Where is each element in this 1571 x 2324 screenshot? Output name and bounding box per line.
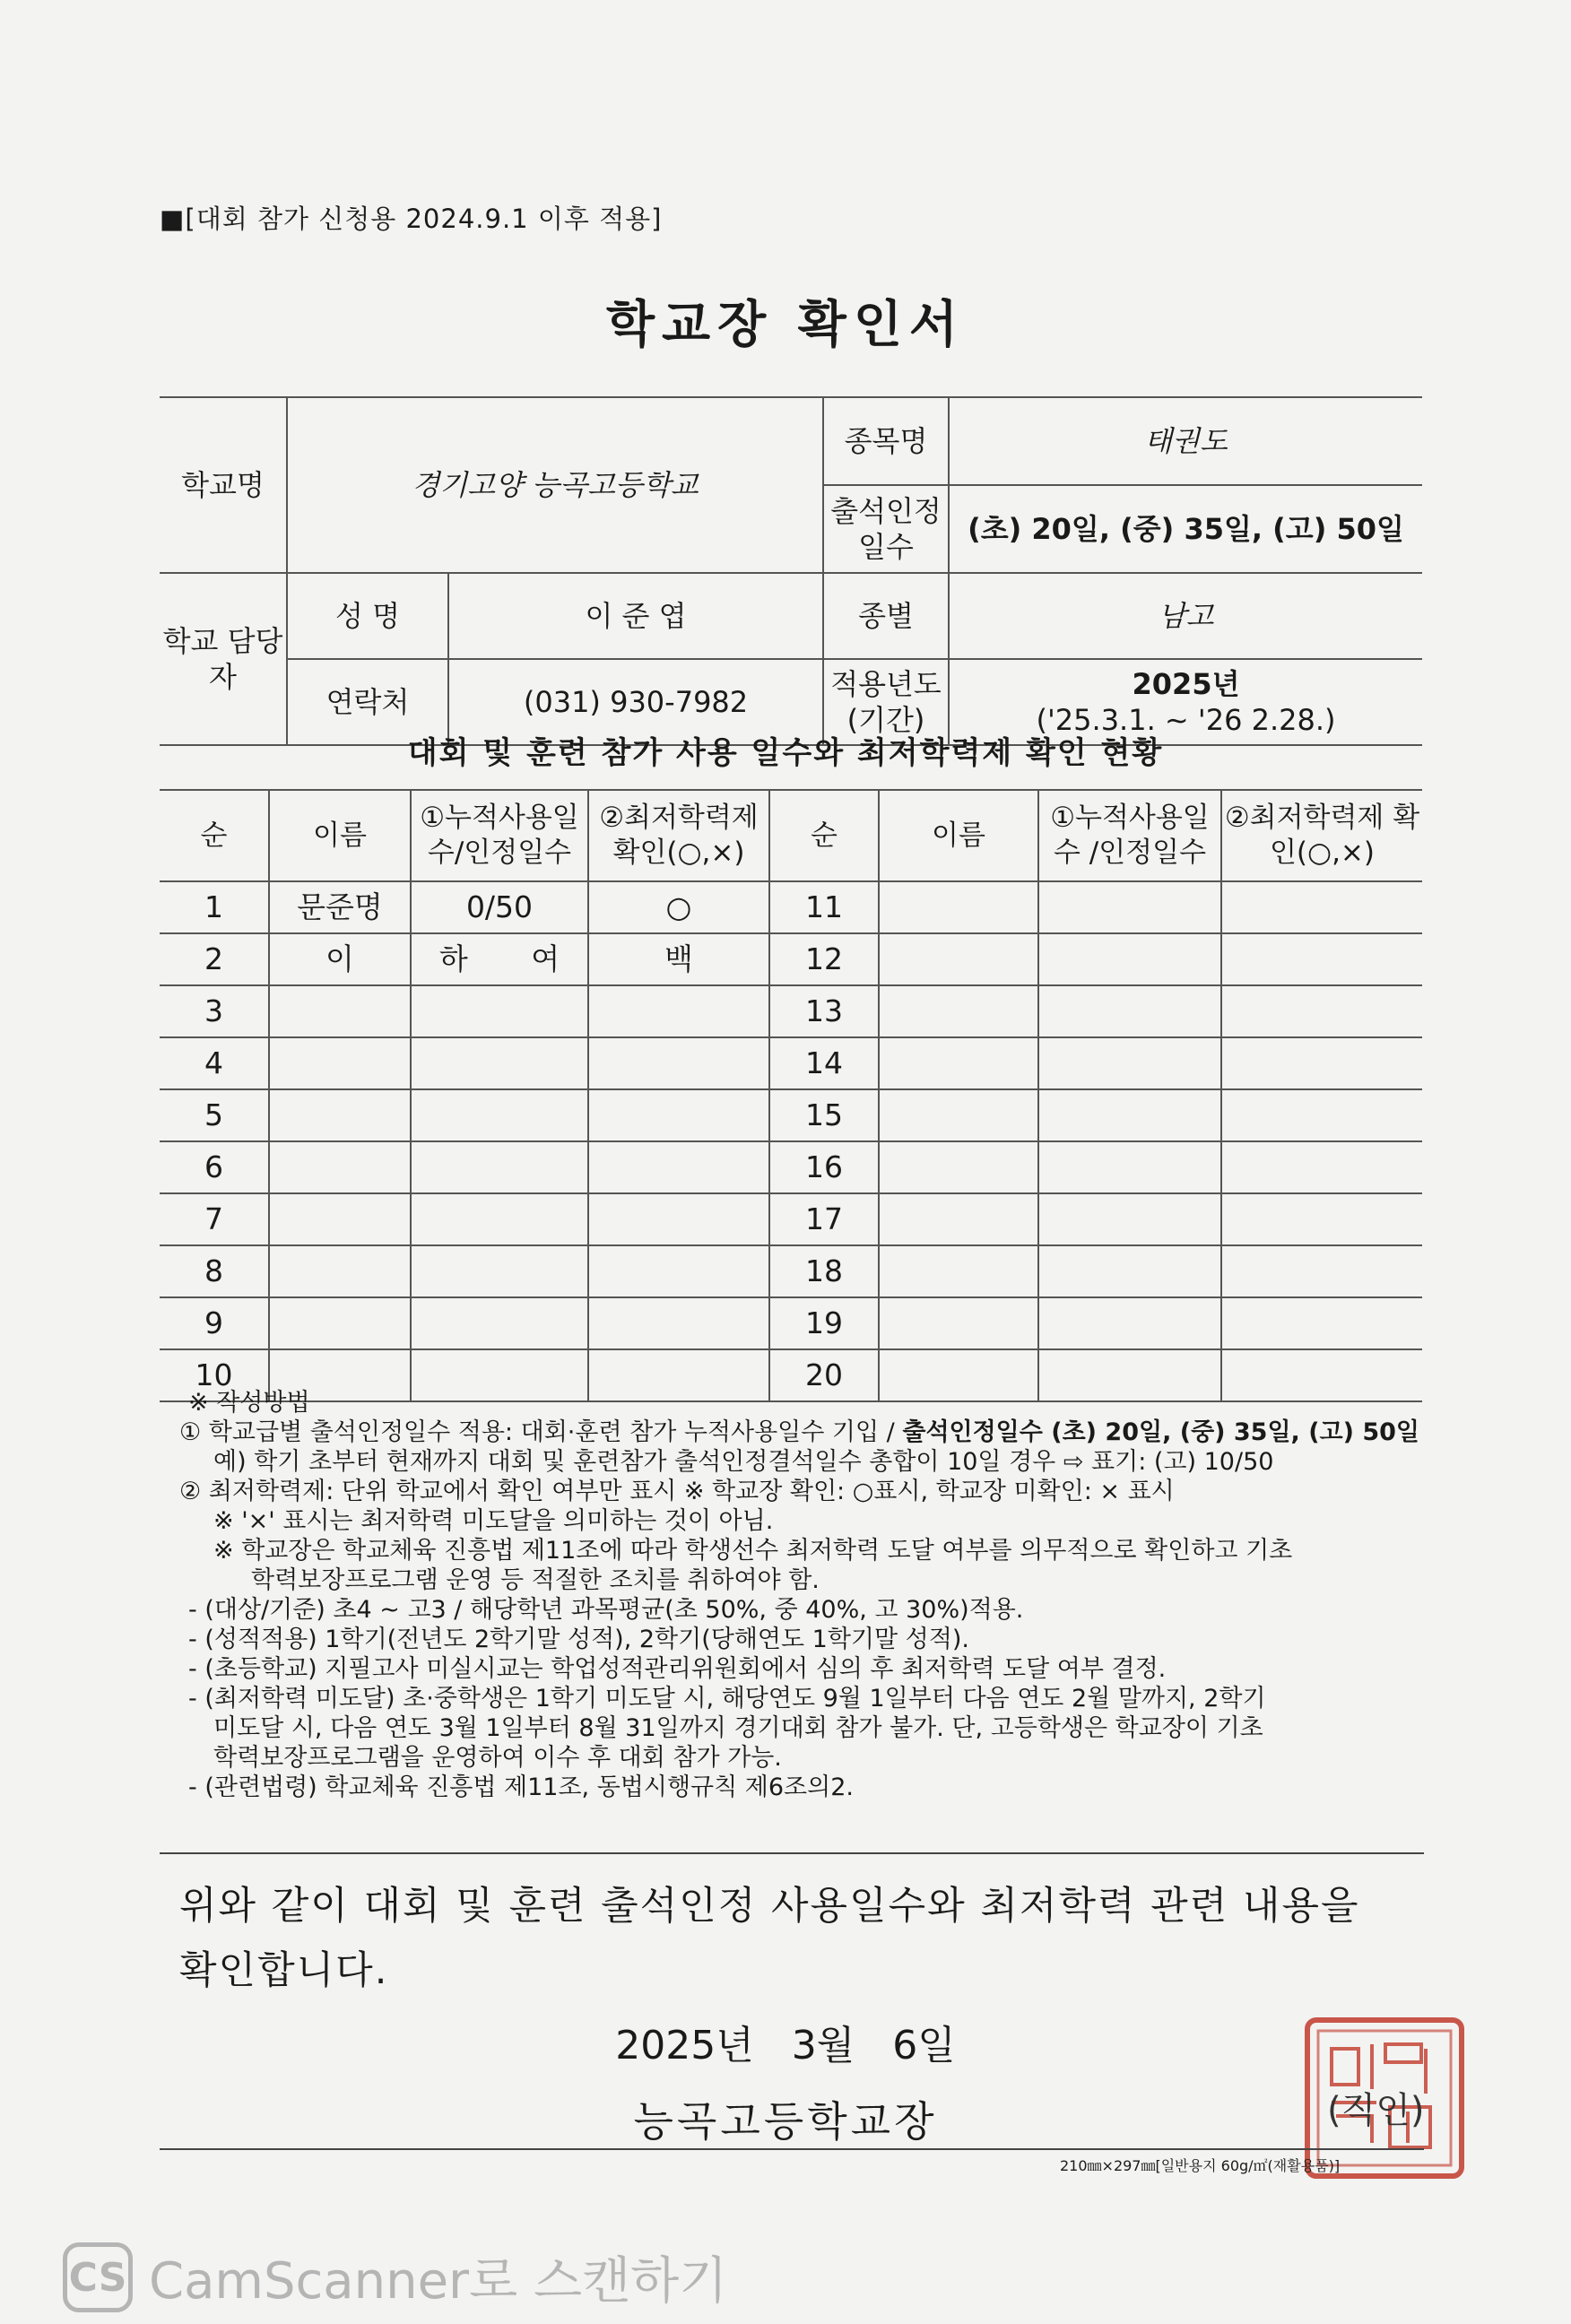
note-2-sub: ※ '×' 표시는 최저학력 미도달을 의미하는 것이 아님. [213, 1507, 774, 1535]
table-row [160, 1245, 1422, 1297]
note-1 [179, 1418, 1435, 1447]
row-min-check [588, 1141, 769, 1193]
row-name [269, 1037, 411, 1089]
row-min-check: 백 [588, 933, 769, 985]
writing-instructions [179, 1388, 1435, 1802]
row-name: 이 [269, 933, 411, 985]
row-number: 1 [160, 881, 269, 933]
attendance-label: 출석인정 일수 [823, 485, 949, 573]
divider [160, 1852, 1424, 1854]
note-detail: - (성적적용) 1학기(전년도 2학기말 성적), 2학기(당해연도 1학기말 성적). [188, 1626, 969, 1653]
name-value: 이 준 엽 [448, 573, 823, 659]
row-number: 19 [769, 1297, 879, 1349]
row-days [411, 1245, 588, 1297]
row-number: 20 [769, 1349, 879, 1401]
notes-heading: ※ 작성방법 [188, 1389, 310, 1417]
row-number: 7 [160, 1193, 269, 1245]
row-days [411, 1037, 588, 1089]
row-min-check [588, 985, 769, 1037]
name-label: 성 명 [287, 573, 448, 659]
row-name [879, 933, 1038, 985]
row-number: 6 [160, 1141, 269, 1193]
row-days: 하 여 [411, 933, 588, 985]
row-number: 10 [160, 1349, 269, 1401]
row-days [1038, 1193, 1221, 1245]
gender-label: 종별 [823, 573, 949, 659]
row-days [1038, 1037, 1221, 1089]
year-label: 적용년도 (기간) [823, 659, 949, 745]
row-min-check [588, 1193, 769, 1245]
confirmation-date: 2025년 3월 6일 [615, 2023, 956, 2068]
header-min: ②최저학력제 확인(○,×) [588, 790, 769, 881]
row-name [879, 1037, 1038, 1089]
note-detail: - (최저학력 미도달) 초·중학생은 1학기 미도달 시, 해당연도 9월 1일부터 다음 연도 2월 말까지, 2학기 [188, 1685, 1266, 1713]
watermark-text: CamScanner로 스캔하기 [149, 2252, 728, 2311]
row-min-check [588, 1297, 769, 1349]
attendance-value: (초) 20일, (중) 35일, (고) 50일 [949, 485, 1422, 573]
note-1-bold: 출석인정일수 (초) 20일, (중) 35일, (고) 50일 [902, 1418, 1420, 1446]
row-name [879, 1297, 1038, 1349]
row-name [269, 1141, 411, 1193]
year-value: 2025년 [1132, 667, 1240, 701]
row-number: 16 [769, 1141, 879, 1193]
period-value: ('25.3.1. ~ '26 2.28.) [1036, 703, 1336, 737]
row-min-check [1221, 933, 1422, 985]
note-1-example: 예) 학기 초부터 현재까지 대회 및 훈련참가 출석인정결석일수 총합이 10일 경우 ⇨ 표기: (고) 10/50 [213, 1448, 1274, 1476]
row-min-check [588, 1089, 769, 1141]
table-row [160, 881, 1422, 933]
header-min: ②최저학력제 확인(○,×) [1221, 790, 1422, 881]
row-name [269, 1245, 411, 1297]
row-number: 12 [769, 933, 879, 985]
row-min-check [1221, 1245, 1422, 1297]
participation-table [160, 789, 1422, 1402]
table-row [160, 1297, 1422, 1349]
document-title: 학교장 확인서 [605, 296, 966, 354]
row-days [1038, 1245, 1221, 1297]
note-detail: - (관련법령) 학교체육 진흥법 제11조, 동법시행규칙 제6조의2. [188, 1773, 854, 1801]
info-table [160, 396, 1422, 746]
row-days [411, 985, 588, 1037]
school-value: 경기고양 능곡고등학교 [287, 397, 823, 573]
header-no: 순 [769, 790, 879, 881]
row-days [411, 1141, 588, 1193]
contact-label: 연락처 [287, 659, 448, 745]
row-name [879, 1141, 1038, 1193]
row-name [879, 1245, 1038, 1297]
header-name: 이름 [269, 790, 411, 881]
row-number: 15 [769, 1089, 879, 1141]
row-name [879, 1089, 1038, 1141]
note-detail: - (초등학교) 지필고사 미실시교는 학업성적관리위원회에서 심의 후 최저학력 도달 여부 결정. [188, 1655, 1167, 1683]
header-days: ①누적사용일수 /인정일수 [1038, 790, 1221, 881]
manager-label: 학교 담당자 [160, 573, 287, 745]
row-number: 17 [769, 1193, 879, 1245]
school-label: 학교명 [160, 397, 287, 573]
header-note: ■[대회 참가 신청용 2024.9.1 이후 적용] [160, 204, 663, 234]
row-name: 문준명 [269, 881, 411, 933]
row-days [1038, 1089, 1221, 1141]
table-row [160, 1037, 1422, 1089]
table-row [160, 1141, 1422, 1193]
row-min-check [1221, 1089, 1422, 1141]
seal-label: (직인) [1327, 2090, 1425, 2131]
row-days [1038, 1297, 1221, 1349]
confirmation-line: 확인합니다. [179, 1948, 389, 1993]
row-min-check [1221, 1037, 1422, 1089]
row-days [1038, 1141, 1221, 1193]
row-number: 4 [160, 1037, 269, 1089]
row-min-check [588, 1245, 769, 1297]
table-header-row [160, 790, 1422, 881]
note-detail: 학력보장프로그램을 운영하여 이수 후 대회 참가 가능. [213, 1744, 782, 1772]
bottom-divider [160, 2148, 1424, 2150]
row-number: 13 [769, 985, 879, 1037]
row-number: 3 [160, 985, 269, 1037]
row-min-check [1221, 1141, 1422, 1193]
note-2-sub: 학력보장프로그램 운영 등 적절한 조치를 취하여야 함. [251, 1566, 820, 1594]
note-1-text: ① 학교급별 출석인정일수 적용: 대회·훈련 참가 누적사용일수 기입 / [179, 1418, 903, 1446]
row-days: 0/50 [411, 881, 588, 933]
section-title: 대회 및 훈련 참가 사용 일수와 최저학력제 확인 현황 [407, 735, 1164, 771]
row-min-check: ○ [588, 881, 769, 933]
row-number: 5 [160, 1089, 269, 1141]
row-name [879, 881, 1038, 933]
table-row [160, 985, 1422, 1037]
paper-spec-note: 210㎜×297㎜[일반용지 60g/㎡(재활용품)] [1060, 2157, 1341, 2174]
row-number: 2 [160, 933, 269, 985]
row-days [1038, 985, 1221, 1037]
row-name [269, 1089, 411, 1141]
row-name [269, 985, 411, 1037]
table-row [160, 1089, 1422, 1141]
row-number: 8 [160, 1245, 269, 1297]
row-number: 14 [769, 1037, 879, 1089]
row-number: 11 [769, 881, 879, 933]
row-days [411, 1089, 588, 1141]
note-detail: 미도달 시, 다음 연도 3월 1일부터 8월 31일까지 경기대회 참가 불가. 단, 고등학생은 학교장이 기초 [213, 1714, 1263, 1742]
row-min-check [1221, 1297, 1422, 1349]
table-row [160, 933, 1422, 985]
row-min-check [1221, 985, 1422, 1037]
row-name [269, 1297, 411, 1349]
note-2-sub: ※ 학교장은 학교체육 진흥법 제11조에 따라 학생선수 최저학력 도달 여부를 의무적으로 확인하고 기초 [213, 1537, 1293, 1565]
note-2: ② 최저학력제: 단위 학교에서 확인 여부만 표시 ※ 학교장 확인: ○표시, 학교장 미확인: × 표시 [179, 1478, 1175, 1505]
header-name: 이름 [879, 790, 1038, 881]
row-min-check [1221, 1193, 1422, 1245]
confirmation-line: 위와 같이 대회 및 훈련 출석인정 사용일수와 최저학력 관련 내용을 [179, 1884, 1360, 1929]
camscanner-watermark [63, 2242, 727, 2313]
row-days [1038, 933, 1221, 985]
row-number: 18 [769, 1245, 879, 1297]
table-row [160, 1193, 1422, 1245]
row-number: 9 [160, 1297, 269, 1349]
row-min-check [1221, 881, 1422, 933]
camscanner-logo-icon: CS [63, 2242, 133, 2312]
sport-value: 태권도 [949, 397, 1422, 485]
row-name [879, 985, 1038, 1037]
row-days [411, 1297, 588, 1349]
row-name [269, 1193, 411, 1245]
sport-label: 종목명 [823, 397, 949, 485]
confirmation-text [179, 1874, 1435, 2003]
gender-value: 남고 [949, 573, 1422, 659]
row-min-check [588, 1037, 769, 1089]
row-days [411, 1193, 588, 1245]
note-detail: - (대상/기준) 초4 ~ 고3 / 해당학년 과목평균(초 50%, 중 40%, 고 30%)적용. [188, 1596, 1024, 1624]
contact-value: (031) 930-7982 [448, 659, 823, 745]
header-no: 순 [160, 790, 269, 881]
row-name [879, 1193, 1038, 1245]
row-days [1038, 881, 1221, 933]
principal-name: 능곡고등학교장 [633, 2097, 938, 2146]
header-days: ①누적사용일수/인정일수 [411, 790, 588, 881]
